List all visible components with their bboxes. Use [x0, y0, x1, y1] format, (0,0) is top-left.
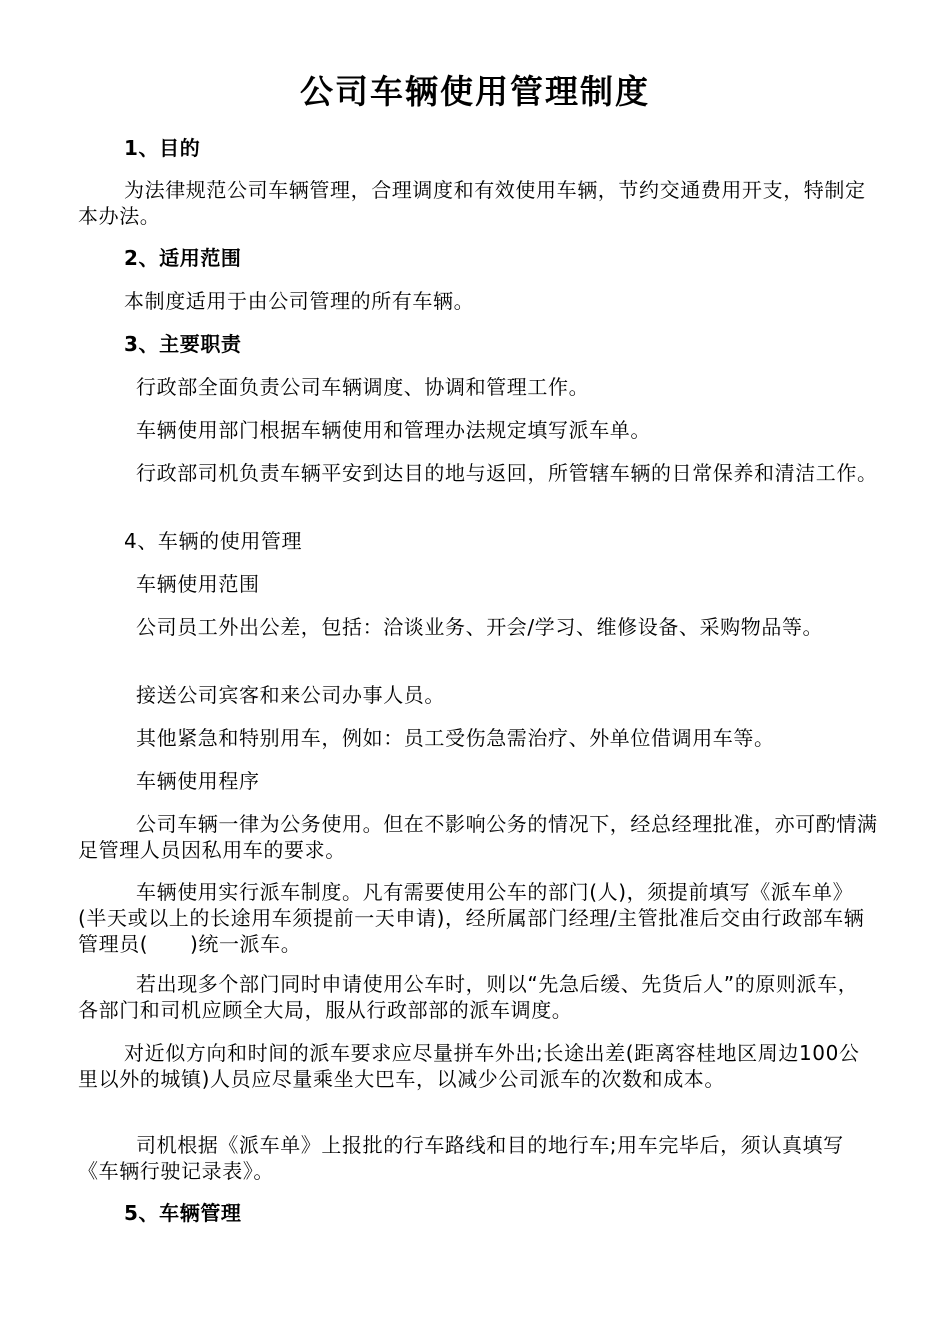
paragraph-admin-duty: 行政部全面负责公司车辆调度、协调和管理工作。 [136, 375, 590, 399]
paragraph-business-trip: 公司员工外出公差，包括：洽谈业务、开会/学习、维修设备、采购物品等。 [136, 615, 824, 639]
paragraph-purpose: 为法律规范公司车辆管理，合理调度和有效使用车辆，节约交通费用开支，特制定本办法。 [78, 178, 866, 228]
section-heading-purpose: 1、目的 [124, 136, 201, 160]
section-heading-responsibilities: 3、主要职责 [124, 332, 242, 356]
subheading-usage-scope: 车辆使用范围 [136, 572, 260, 596]
section-heading-scope: 2、适用范围 [124, 246, 242, 270]
paragraph-driver-duty: 行政部司机负责车辆平安到达目的地与返回，所管辖车辆的日常保养和清洁工作。 [136, 461, 878, 485]
paragraph-carpool: 对近似方向和时间的派车要求应尽量拼车外出;长途出差(距离容桂地区周边100公里以外的城镇)人员应尽量乘坐大巴车，以减少公司派车的次数和成本。 [78, 1041, 860, 1091]
subheading-usage-procedure: 车辆使用程序 [136, 769, 260, 793]
paragraph-priority: 若出现多个部门同时申请使用公车时，则以“先急后缓、先货后人”的原则派车，各部门和司机应顾全大局，服从行政部部的派车调度。 [78, 972, 859, 1022]
paragraph-emergency: 其他紧急和特别用车，例如：员工受伤急需治疗、外单位借调用车等。 [136, 726, 775, 750]
section-heading-vehicle-management: 5、车辆管理 [124, 1201, 242, 1225]
document-title: 公司车辆使用管理制度 [300, 72, 650, 111]
paragraph-dept-duty: 车辆使用部门根据车辆使用和管理办法规定填写派车单。 [136, 418, 651, 442]
section-heading-usage: 4、车辆的使用管理 [124, 529, 303, 553]
paragraph-official-use: 公司车辆一律为公务使用。但在不影响公务的情况下，经总经理批准，亦可酌情满足管理人员因私用车的要求。 [78, 812, 878, 862]
paragraph-driver-record: 司机根据《派车单》上报批的行车路线和目的地行车;用车完毕后，须认真填写《车辆行驶记录表》。 [78, 1133, 844, 1183]
paragraph-dispatch-system: 车辆使用实行派车制度。凡有需要使用公车的部门(人)，须提前填写《派车单》(半天或以上的长途用车须提前一天申请)，经所属部门经理/主管批准后交由行政部车辆管理员( )统一派车。 [78, 880, 865, 956]
paragraph-scope: 本制度适用于由公司管理的所有车辆。 [124, 289, 475, 313]
paragraph-guests: 接送公司宾客和来公司办事人员。 [136, 683, 445, 707]
